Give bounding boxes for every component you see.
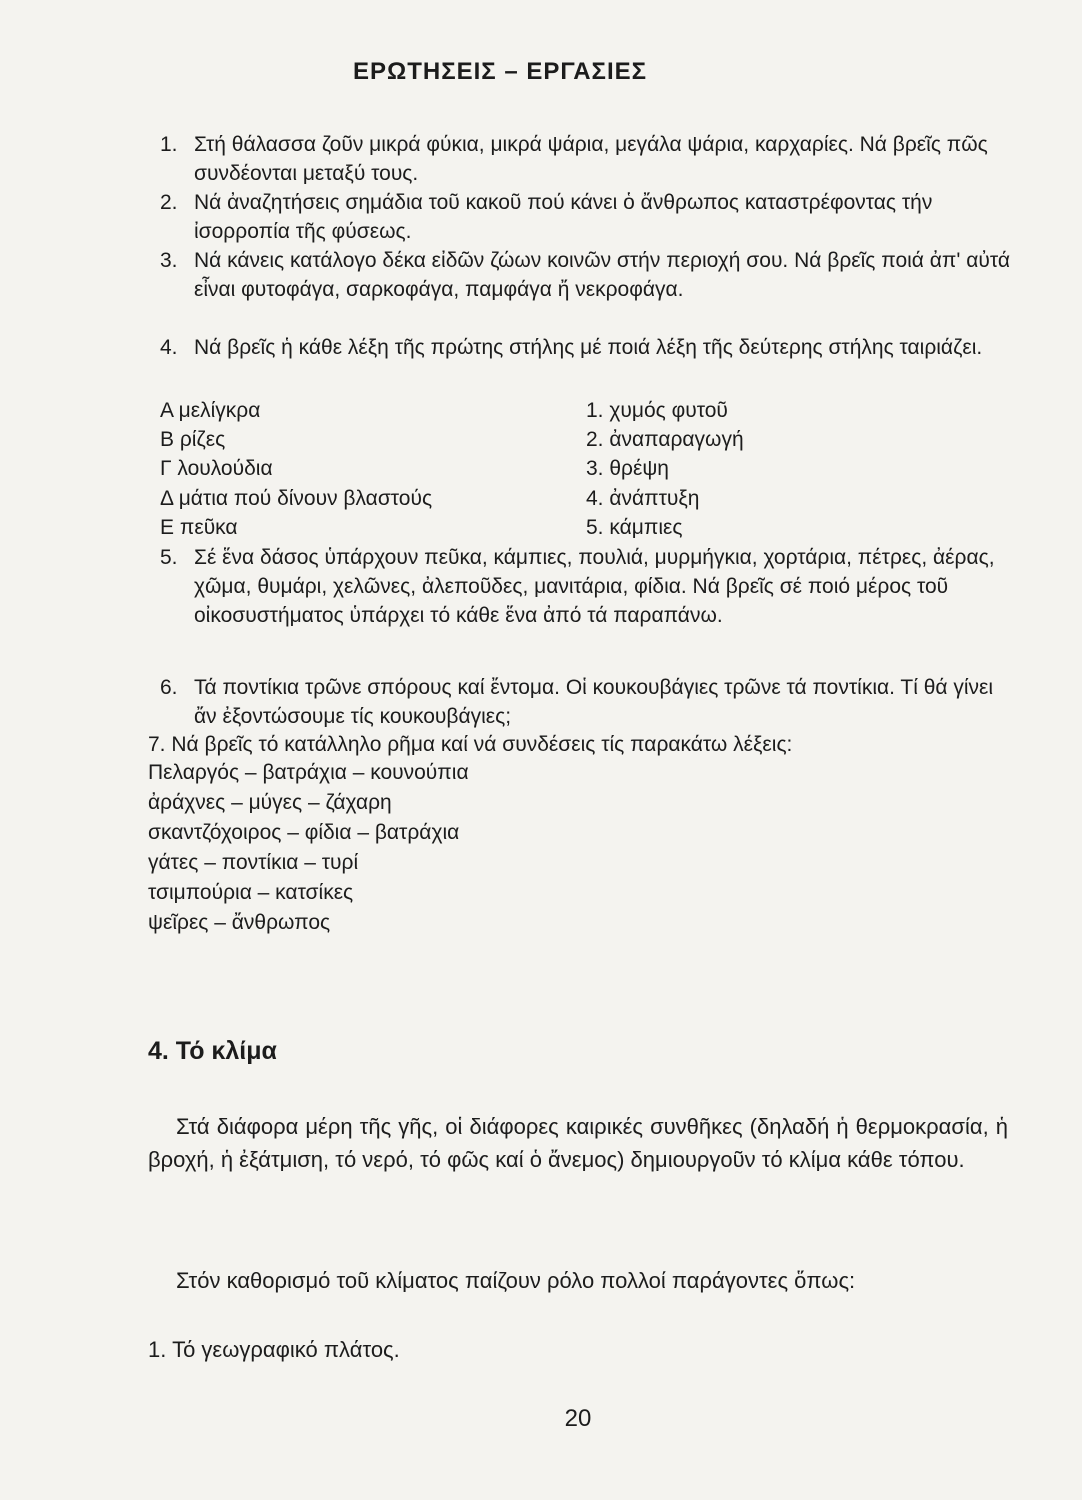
question-number: 2.	[160, 191, 178, 214]
matching-row	[160, 454, 1020, 483]
question-text: Τά ποντίκια τρῶνε σπόρους καί ἔντομα. Οἱ κουκουβάγιες τρῶνε τά ποντίκια. Τί θά γίνει ἄν ἐξοντώσουμε τίς κουκουβάγιες;	[194, 676, 994, 728]
section-title: 4. Τό κλίμα	[148, 1037, 277, 1065]
word-line: σκαντζόχοιρος – φίδια – βατράχια	[148, 821, 460, 844]
question-number: 3.	[160, 249, 178, 272]
question-4	[160, 333, 1020, 362]
question-text: Νά κάνεις κατάλογο δέκα εἰδῶν ζώων κοινῶν στήν περιοχή σου. Νά βρεῖς ποιά ἀπ' αὐτά εἶναι φυτοφάγα, σαρκοφάγα, παμφάγα ἤ νεκροφάγα.	[194, 249, 1010, 301]
word-line: ἀράχνες – μύγες – ζάχαρη	[148, 791, 392, 814]
question-7: 7. Νά βρεῖς τό κατάλληλο ρῆμα καί νά συνδέσεις τίς παρακάτω λέξεις:	[148, 733, 793, 756]
exercises-heading: ΕΡΩΤΗΣΕΙΣ – ΕΡΓΑΣΙΕΣ	[352, 58, 648, 85]
matching-left: Β ρίζες	[160, 428, 226, 451]
question-text: Σέ ἕνα δάσος ὑπάρχουν πεῦκα, κάμπιες, πουλιά, μυρμήγκια, χορτάρια, πέτρες, ἀέρας, χῶμα, θυμάρι, χελῶνες, ἀλεποῦδες, μανιτάρια, φίδια. Νά βρεῖς σέ ποιό μέρος τοῦ οἰκοσυστήματος ὑπάρχει τό κάθε ἕνα ἀπό τά παραπάνω.	[194, 546, 995, 627]
question-number: 6.	[160, 676, 178, 699]
question-2	[160, 188, 1020, 246]
matching-left: Γ λουλούδια	[160, 457, 273, 480]
matching-right: 4. ἀνάπτυξη	[586, 487, 700, 510]
question-number: 1.	[160, 133, 178, 156]
matching-left: Α μελίγκρα	[160, 399, 261, 422]
matching-row	[160, 425, 1020, 454]
climate-paragraph-1: Στά διάφορα μέρη τῆς γῆς, οἱ διάφορες καιρικές συνθῆκες (δηλαδή ἡ θερμοκρασία, ἡ βροχή, ἡ ἐξάτμιση, τό νερό, τό φῶς καί ὁ ἄνεμος) δημιουργοῦν τό κλίμα κάθε τόπου.	[148, 1114, 1008, 1172]
question-3	[160, 246, 1020, 304]
matching-left: Ε πεῦκα	[160, 516, 238, 539]
word-line: γάτες – ποντίκια – τυρί	[148, 851, 359, 874]
page-number: 20	[564, 1405, 592, 1432]
word-line: Πελαργός – βατράχια – κουνούπια	[148, 761, 469, 784]
question-5	[160, 543, 1020, 630]
matching-row	[160, 396, 1020, 425]
matching-right: 3. θρέψη	[586, 457, 669, 480]
matching-right: 2. ἀναπαραγωγή	[586, 428, 744, 451]
word-line: ψεῖρες – ἄνθρωπος	[148, 911, 331, 934]
matching-row	[160, 484, 1020, 513]
list-item: 1. Τό γεωγραφικό πλάτος.	[148, 1337, 400, 1362]
climate-paragraph-2: Στόν καθορισμό τοῦ κλίματος παίζουν ρόλο πολλοί παράγοντες ὅπως:	[176, 1268, 856, 1293]
question-6	[160, 673, 1020, 731]
question-text: Στή θάλασσα ζοῦν μικρά φύκια, μικρά ψάρια, μεγάλα ψάρια, καρχαρίες. Νά βρεῖς πῶς συνδέονται μεταξύ τους.	[194, 133, 988, 185]
matching-right: 5. κάμπιες	[586, 516, 683, 539]
word-list	[148, 758, 469, 938]
question-1	[160, 130, 1020, 188]
question-text: Νά βρεῖς ἡ κάθε λέξη τῆς πρώτης στήλης μέ ποιά λέξη τῆς δεύτερης στήλης ταιριάζει.	[194, 336, 983, 359]
matching-left: Δ μάτια πού δίνουν βλαστούς	[160, 487, 433, 510]
question-number: 4.	[160, 336, 178, 359]
matching-row	[160, 513, 1020, 542]
question-text: Νά ἀναζητήσεις σημάδια τοῦ κακοῦ πού κάνει ὁ ἄνθρωπος καταστρέφοντας τήν ἰσορροπία τῆς φύσεως.	[194, 191, 933, 243]
question-number: 5.	[160, 546, 178, 569]
word-line: τσιμπούρια – κατσίκες	[148, 881, 354, 904]
matching-right: 1. χυμός φυτοῦ	[586, 399, 728, 422]
